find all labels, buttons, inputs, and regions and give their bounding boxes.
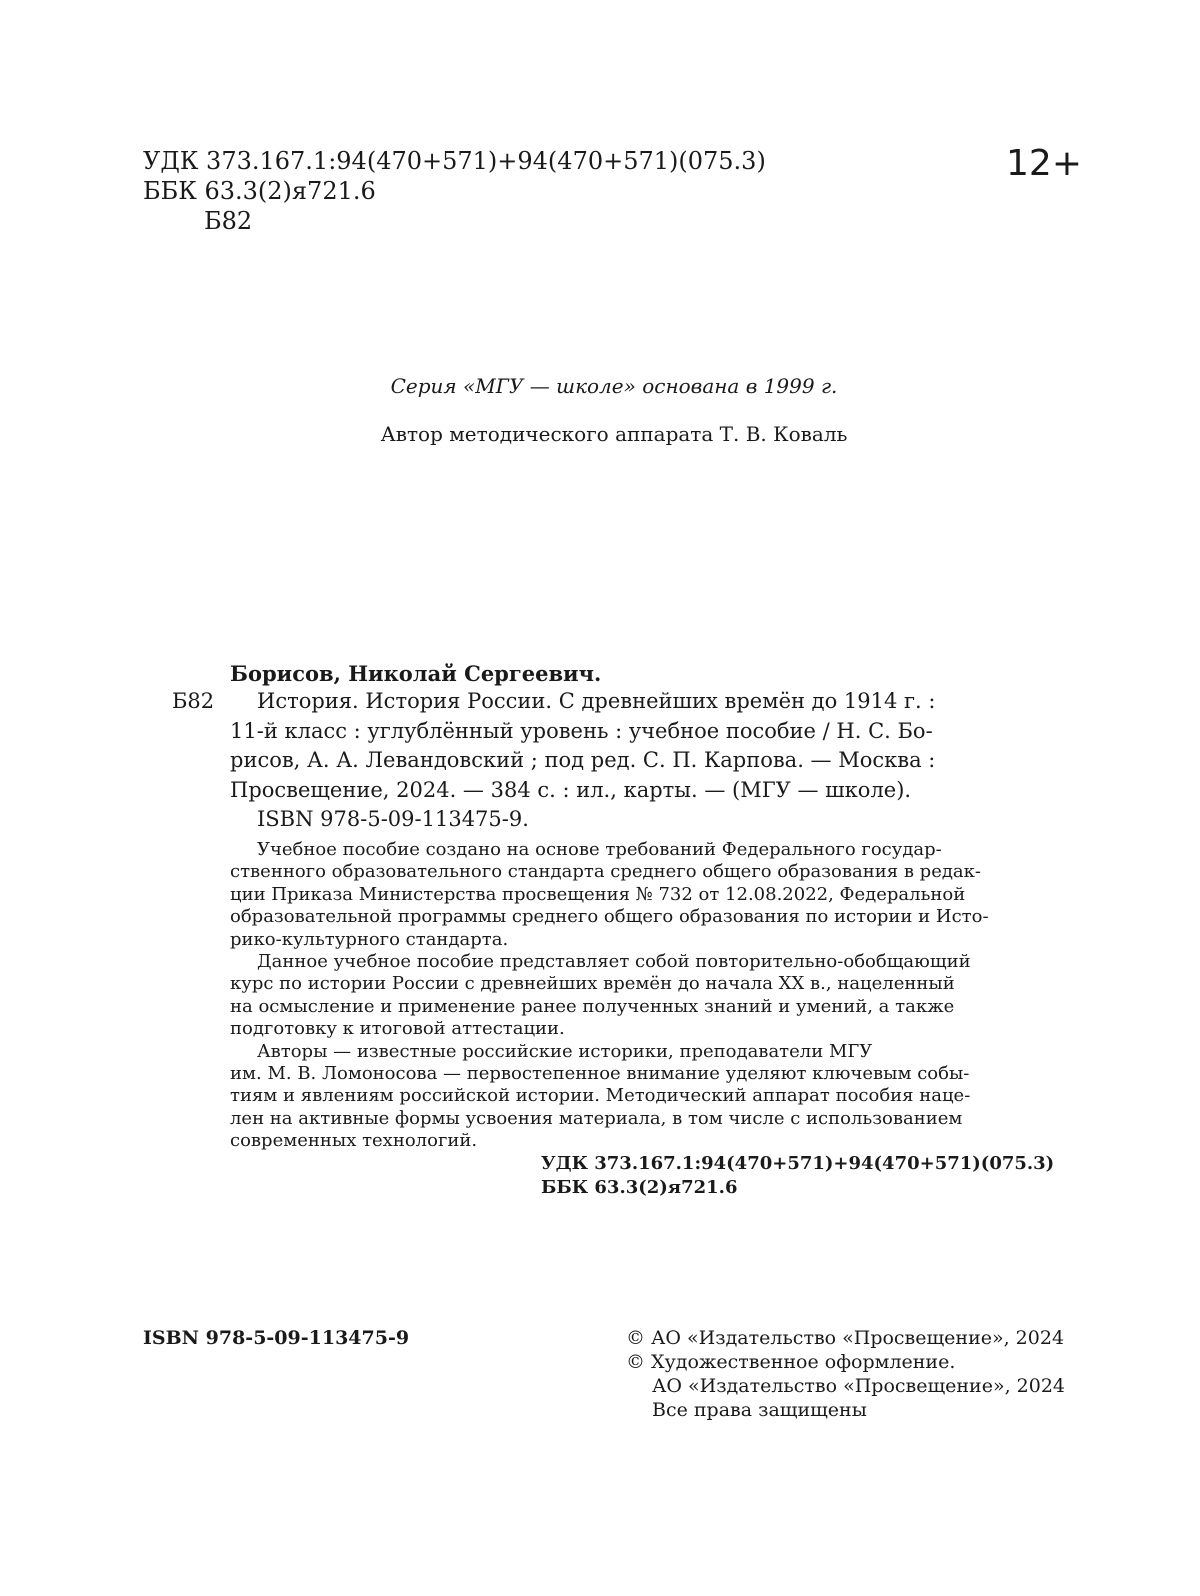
annotation-line: Данное учебное пособие представляет собой повторительно-обобщающий <box>257 951 971 972</box>
annotation-line: рико-культурного стандарта. <box>230 928 509 950</box>
annotation-line: подготовку к итоговой аттестации. <box>230 1018 565 1040</box>
annotation-line: лен на активные формы усвоения материала, в том числе с использованием <box>230 1107 963 1129</box>
annotation-line: образовательной программы среднего общего образования по истории и Исто- <box>230 906 989 928</box>
footer-isbn: ISBN 978-5-09-113475-9 <box>143 1327 410 1349</box>
annotation-line: на осмысление и применение ранее полученных знаний и умений, а также <box>230 995 955 1017</box>
rights-reserved: Все права защищены <box>652 1399 867 1421</box>
age-rating: 12+ <box>1006 143 1082 184</box>
annotation <box>230 839 1057 1153</box>
record-udk: УДК 373.167.1:94(470+571)+94(470+571)(075.3) <box>541 1153 1055 1174</box>
annotation-line: Авторы — известные российские историки, преподаватели МГУ <box>257 1040 873 1062</box>
copyright-line: © Художественное оформление. <box>626 1351 956 1373</box>
record-line: 11-й класс : углублённый уровень : учебное пособие / Н. С. Бо- <box>230 718 933 743</box>
record-author-mark: Б82 <box>172 689 215 713</box>
annotation-line: ции Приказа Министерства просвещения № 732 от 12.08.2022, Федеральной <box>230 883 966 905</box>
annotation-line: ственного образовательного стандарта среднего общего образования в редак- <box>230 861 981 883</box>
udk-code: УДК 373.167.1:94(470+571)+94(470+571)(075.3) <box>143 147 766 175</box>
record-line: рисов, А. А. Левандовский ; под ред. С. П. Карпова. — Москва : <box>230 748 936 773</box>
annotation-line: Учебное пособие создано на основе требований Федерального государ- <box>257 838 942 860</box>
record-isbn: ISBN 978-5-09-113475-9. <box>257 807 529 832</box>
copyright-block <box>626 1326 1065 1422</box>
copyright-line: АО «Издательство «Просвещение», 2024 <box>652 1375 1065 1397</box>
classification-block <box>143 146 766 236</box>
bibliographic-record <box>172 661 1057 1153</box>
annotation-line: современных технологий. <box>230 1130 478 1152</box>
record-classification <box>541 1152 1054 1200</box>
record-line: История. История России. С древнейших времён до 1914 г. : <box>257 689 936 713</box>
copyright-line: © АО «Издательство «Просвещение», 2024 <box>626 1327 1065 1349</box>
apparatus-author: Автор методического аппарата Т. В. Коваль <box>380 422 848 446</box>
record-author: Борисов, Николай Сергеевич. <box>230 661 602 686</box>
record-line: Просвещение, 2024. — 384 с. : ил., карты. — (МГУ — школе). <box>230 777 912 802</box>
series-note: Серия «МГУ — школе» основана в 1999 г. <box>390 374 838 398</box>
annotation-line: тиям и явлениям российской истории. Методический аппарат пособия наце- <box>230 1085 971 1107</box>
annotation-line: курс по истории России с древнейших времён до начала XX в., нацеленный <box>230 973 955 995</box>
record-bbk: ББК 63.3(2)я721.6 <box>541 1177 738 1198</box>
bbk-code: ББК 63.3(2)я721.6 <box>143 177 376 205</box>
author-mark: Б82 <box>204 207 253 235</box>
annotation-line: им. М. В. Ломоносова — первостепенное внимание уделяют ключевым собы- <box>230 1063 970 1085</box>
